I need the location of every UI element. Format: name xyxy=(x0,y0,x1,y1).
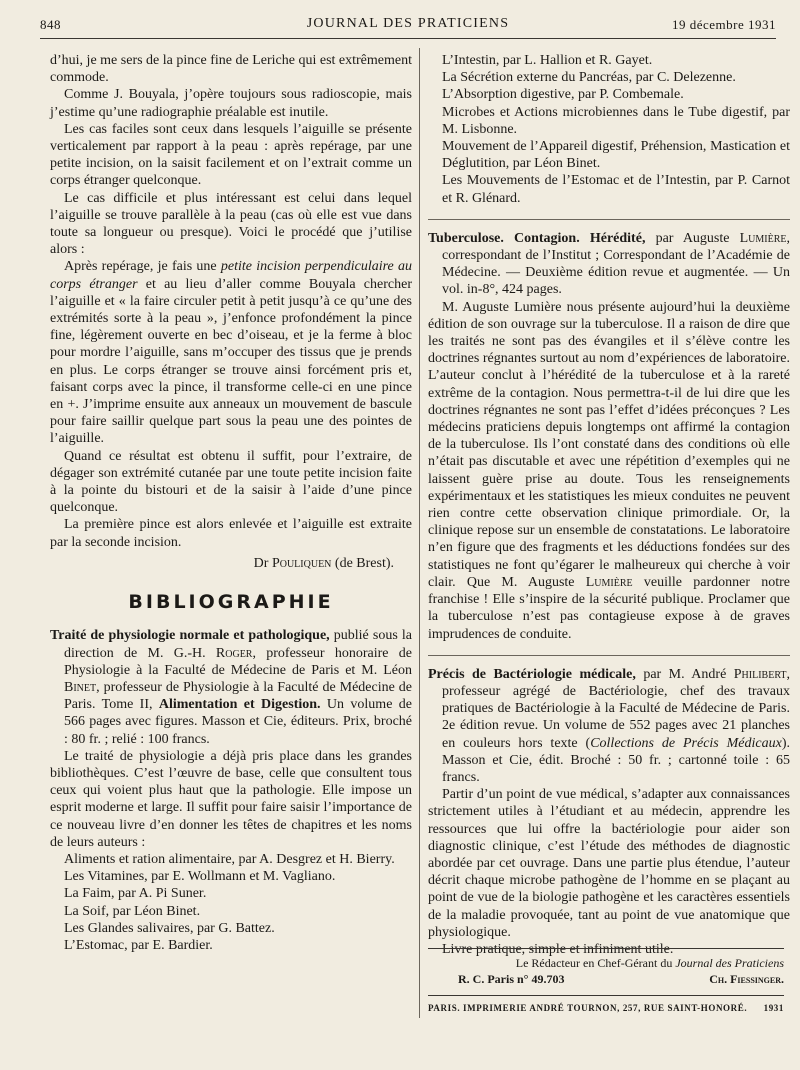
chapter-item: Microbes et Actions microbiennes dans le Tube digestif, par M. Lisbonne. xyxy=(442,104,790,137)
editor-line: Le Rédacteur en Chef-Gérant du Journal des Praticiens xyxy=(515,956,784,970)
review-paragraph: M. Auguste Lumière nous présente aujourd’hui la deuxième édition de son ouvrage sur la tuberculose. Il a raison de dire que les traités ne sont pas des évangiles et il s’élève contre les doctrines régnantes surtout au nom d’expériences de laboratoire. L’auteur conclut à l’hérédité de la tuberculose et à la rareté extrême de la contagion. Nous permettra-t-il de lui dire que les doctrines régnantes ne sont pas l’effet d’idées préconçues ? Les médecins praticiens depuis longtemps ont affirmé la contagion de la tuberculose. Ils l’ont constaté dans des conditions où elle n’était pas discutable et avec une répétition d’exemples qui ne laissent guère prise au doute. Tous les renseignements expérimentaux et les statistiques les mieux conduites ne peuvent rien contre cette observation clinique primordiale. Or, la clinique repose sur un ensemble de constatations. Le laboratoire n’en figure que des fragments et les déductions fondées sur des statistiques ne font qu’égarer le malheureux qui cherche à voir clair. Que M. Auguste Lumière veuille pardonner notre franchise ! Elle s’inspire de la sécurité publique. Proclamer que la tuberculose n’est pas contagieuse expose à de graves imprudences de conduite. xyxy=(428,299,790,642)
paragraph: Comme J. Bouyala, j’opère toujours sous radioscopie, mais j’estime qu’une radiographie préalable est inutile. xyxy=(50,87,412,120)
entry-citation: Traité de physiologie normale et pathologique, publié sous la direction de M. G.-H. Roger, professeur honoraire de Physiologie à la Faculté de Médecine de Paris et M. Léon Binet, professeur de Physiologie à la Faculté de Médecine de Paris. Tome II, Alimentation et Digestion. Un volume de 566 pages avec figures. Masson et Cie, éditeurs. Prix, broché : 80 fr. ; relié : 100 francs. xyxy=(50,628,412,747)
chapter-item: Les Mouvements de l’Estomac et de l’Intestin, par P. Carnot et R. Glénard. xyxy=(442,173,790,206)
chapter-item: Les Glandes salivaires, par G. Battez. xyxy=(64,920,275,936)
rc-number: R. C. Paris n° 49.703 xyxy=(458,972,565,986)
book-title: Traité de physiologie normale et pathologique, xyxy=(50,628,330,644)
registration-line xyxy=(428,971,784,987)
chapter-item: Mouvement de l’Appareil digestif, Préhension, Mastication et Déglutition, par Léon Binet. xyxy=(442,139,790,172)
bibliography-entry xyxy=(428,666,790,958)
chapter-item: La Faim, par A. Pi Suner. xyxy=(64,886,207,902)
gerant-name: Ch. Fiessinger. xyxy=(709,972,784,986)
footer-rule xyxy=(428,948,784,949)
book-title: Tuberculose. Contagion. Hérédité, xyxy=(428,230,646,246)
chapter-item: La Soif, par Léon Binet. xyxy=(64,903,201,919)
review-paragraph: Partir d’un point de vue médical, s’adapter aux connaissances strictement utiles à l’étudiant et au médecin, apprendre les ressources que lui offre la bactériologie pour aider son diagnostic clinique, c’est l’étude des méthodes de diagnostic abordée par cet ouvrage. Dans une partie plus étendue, l’auteur décrit chaque microbe pathogène de l’homme en se plaçant au point de vue de la biologie pathogène et les caractères essentiels de la maladie provoquée, tant au point de vue anatomique que physiologique. xyxy=(428,787,790,940)
column-divider xyxy=(419,48,420,1018)
chapter-item: Les Vitamines, par E. Wollmann et M. Vagliano. xyxy=(64,869,336,885)
review-paragraph: Livre pratique, simple et infiniment utile. xyxy=(442,941,674,957)
paragraph: d’hui, je me sers de la pince fine de Leriche qui est extrêmement commode. xyxy=(50,53,412,86)
imprint-footer xyxy=(428,948,784,1016)
entry-citation: Tuberculose. Contagion. Hérédité, par Auguste Lumière, correspondant de l’Institut ; Correspondant de l’Académie de Médecine. — Deuxième édition revue et augmentée. — Un vol. in-8°, 424 pages. xyxy=(428,230,791,298)
section-heading: BIBLIOGRAPHIE xyxy=(128,591,334,614)
chapter-item: L’Absorption digestive, par P. Combemale. xyxy=(442,87,684,103)
chapter-item: La Sécrétion externe du Pancréas, par C. Delezenne. xyxy=(442,70,736,86)
paragraph: Après repérage, je fais une petite incision perpendiculaire au corps étranger et au lieu d’aller comme Bouyala chercher l’aiguille et « la faire circuler petit à petit jusqu’à ce qu’une des extrémités sorte à la peau », j’enfonce profondément la pince fine, légèrement ouverte en bec d’oiseau, et je la ferme à bloc pour mordre l’aiguille, sans m’occuper des tissus que je prends en plus. Le corps étranger se trouve ainsi forcément pris et, faisant corps avec la pince, il transforme celle-ci en une pince en +. J’imprime ensuite aux anneaux un mouvement de bascule pour faire saillir quelque part sous la peau une des pointes de l’aiguille. xyxy=(50,259,412,447)
print-year: 1931 xyxy=(763,1003,784,1013)
paragraph: La première pince est alors enlevée et l’aiguille est extraite par la seconde incision. xyxy=(50,517,412,550)
bibliography-entry xyxy=(50,627,412,954)
author-signature: Dr Pouliquen (de Brest). xyxy=(253,555,394,571)
left-column xyxy=(50,52,412,954)
bibliography-entry xyxy=(428,230,790,643)
review-paragraph: Le traité de physiologie a déjà pris place dans les grandes bibliothèques. C’est l’œuvre de base, celle que consultent tous ceux qui voient plus haut que la pathologie. Elle impose un esprit moderne et large. Il suffit pour faire saisir l’importance de ce nouveau livre d’en donner les têtes de chapitres et les noms de leurs auteurs : xyxy=(50,748,412,850)
printer-line xyxy=(428,995,784,1016)
page-number: 848 xyxy=(40,17,61,32)
page-header xyxy=(40,14,776,39)
book-title: Précis de Bactériologie médicale, xyxy=(428,666,636,682)
chapter-list xyxy=(50,851,412,954)
chapter-item: Aliments et ration alimentaire, par A. Desgrez et H. Bierry. xyxy=(64,851,395,867)
paragraph: Le cas difficile et plus intéressant est celui dans lequel l’aiguille se trouve parallèle à la peau (cas où elle est vue dans toute sa longueur ou presque). Voici le procédé que j’utilise alors : xyxy=(50,190,412,258)
chapter-item: L’Estomac, par E. Bardier. xyxy=(64,937,213,953)
entry-separator xyxy=(428,219,790,220)
paragraph: Quand ce résultat est obtenu il suffit, pour l’extraire, de dégager son extrémité cutanée par une toute petite incision faite à la pointe du bistouri et de la saisir à l’aide d’une pince quelconque. xyxy=(50,448,412,516)
entry-citation: Précis de Bactériologie médicale, par M. André Philibert, professeur agrégé de Bactériologie, chef des travaux pratiques de Bactériologie à la Faculté de Médecine de Paris. 2e édition revue. Un volume de 552 pages avec 21 planches en couleurs hors texte (Collections de Précis Médicaux). Masson et Cie, édit. Broché : 50 fr. ; cartonné toile : 65 francs. xyxy=(428,666,790,785)
chapter-item: L’Intestin, par L. Hallion et R. Gayet. xyxy=(442,53,653,68)
paragraph: Les cas faciles sont ceux dans lesquels l’aiguille se présente verticalement par rapport à la peau : après repérage, par une petite incision, on la saisit facilement et on l’extrait comme un corps étranger quelconque. xyxy=(50,121,412,189)
entry-separator xyxy=(428,655,790,656)
issue-date: 19 décembre 1931 xyxy=(671,17,776,32)
emphasis: petite incision perpendiculaire au corps étranger xyxy=(50,259,412,292)
chapter-list-continued xyxy=(428,52,790,207)
right-column xyxy=(428,52,790,958)
printer-address: PARIS. IMPRIMERIE ANDRÉ TOURNON, 257, RUE SAINT-HONORÉ. xyxy=(428,1003,748,1013)
journal-title: JOURNAL DES PRATICIENS xyxy=(306,16,510,31)
